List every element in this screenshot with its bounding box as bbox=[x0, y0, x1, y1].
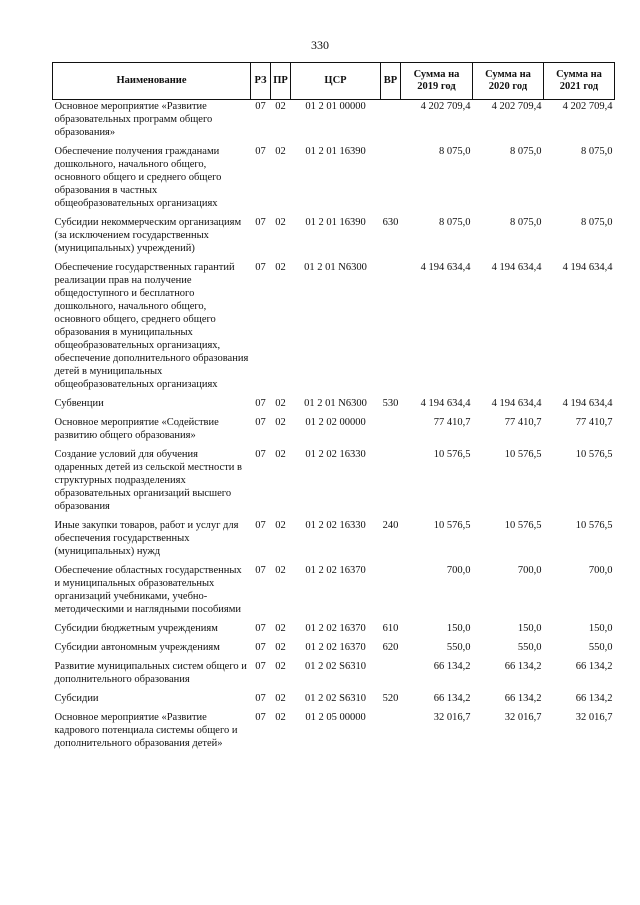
row-rz: 07 bbox=[255, 417, 266, 428]
row-pr: 02 bbox=[275, 417, 286, 428]
row-sum-2020: 4 194 634,4 bbox=[491, 398, 542, 409]
row-rz: 07 bbox=[255, 217, 266, 228]
row-sum-2021: 8 075,0 bbox=[581, 146, 613, 157]
table-header-row bbox=[53, 63, 615, 100]
row-csr: 01 2 02 S6310 bbox=[305, 693, 366, 704]
row-sum-2020: 700,0 bbox=[517, 565, 542, 576]
table-row bbox=[53, 641, 615, 660]
table-body bbox=[53, 100, 615, 757]
row-rz: 07 bbox=[255, 693, 266, 704]
row-sum-2020: 66 134,2 bbox=[504, 661, 542, 672]
row-name: Обеспечение государственных гарантий реализации прав на получение общедоступного и бесплатного дошкольного, начального общего, основного общего, среднего общего образования в муниципальных общеобразовательных организациях, обеспечение дополнительного образования детей в муниципальных общеобразовательных организациях bbox=[54, 262, 249, 390]
row-rz: 07 bbox=[255, 565, 266, 576]
row-sum-2020: 8 075,0 bbox=[510, 217, 542, 228]
table-row bbox=[53, 564, 615, 622]
table-row bbox=[53, 660, 615, 692]
row-name: Обеспечение получения гражданами дошкольного, начального общего, основного общего и среднего общего образования в частных общеобразовательных организациях bbox=[54, 146, 222, 209]
row-pr: 02 bbox=[275, 146, 286, 157]
row-csr: 01 2 05 00000 bbox=[305, 712, 366, 723]
row-vr: 630 bbox=[382, 217, 399, 228]
row-sum-2019: 550,0 bbox=[446, 642, 471, 653]
row-sum-2021: 150,0 bbox=[588, 623, 613, 634]
row-name: Основное мероприятие «Содействие развитию общего образования» bbox=[54, 417, 219, 441]
row-sum-2021: 8 075,0 bbox=[581, 217, 613, 228]
row-sum-2021: 700,0 bbox=[588, 565, 613, 576]
row-vr bbox=[381, 145, 401, 216]
table-row bbox=[53, 145, 615, 216]
row-vr bbox=[381, 564, 401, 622]
row-pr: 02 bbox=[275, 101, 286, 112]
row-sum-2021: 77 410,7 bbox=[575, 417, 613, 428]
row-csr: 01 2 01 00000 bbox=[305, 101, 366, 112]
row-sum-2019: 66 134,2 bbox=[433, 693, 471, 704]
row-rz: 07 bbox=[255, 262, 266, 273]
row-sum-2020: 10 576,5 bbox=[504, 449, 542, 460]
row-sum-2020: 4 194 634,4 bbox=[491, 262, 542, 273]
row-csr: 01 2 02 16370 bbox=[305, 565, 366, 576]
row-csr: 01 2 02 16370 bbox=[305, 642, 366, 653]
row-pr: 02 bbox=[275, 693, 286, 704]
row-sum-2019: 150,0 bbox=[446, 623, 471, 634]
row-sum-2021: 10 576,5 bbox=[575, 520, 613, 531]
row-name: Субвенции bbox=[54, 398, 104, 409]
table-row bbox=[53, 711, 615, 756]
row-rz: 07 bbox=[255, 520, 266, 531]
row-vr bbox=[381, 711, 401, 756]
row-sum-2021: 4 194 634,4 bbox=[562, 398, 613, 409]
row-sum-2021: 4 202 709,4 bbox=[562, 101, 613, 112]
row-vr bbox=[381, 448, 401, 519]
row-sum-2021: 10 576,5 bbox=[575, 449, 613, 460]
row-vr bbox=[381, 261, 401, 397]
row-pr: 02 bbox=[275, 520, 286, 531]
row-sum-2019: 4 194 634,4 bbox=[420, 262, 471, 273]
table-row bbox=[53, 100, 615, 146]
row-vr bbox=[381, 416, 401, 448]
row-sum-2020: 4 202 709,4 bbox=[491, 101, 542, 112]
row-sum-2019: 8 075,0 bbox=[439, 146, 471, 157]
row-vr bbox=[381, 660, 401, 692]
table-row bbox=[53, 622, 615, 641]
table-row bbox=[53, 416, 615, 448]
row-csr: 01 2 02 00000 bbox=[305, 417, 366, 428]
row-vr: 530 bbox=[382, 398, 399, 409]
row-rz: 07 bbox=[255, 623, 266, 634]
row-name: Основное мероприятие «Развитие образовательных программ общего образования» bbox=[54, 101, 213, 138]
budget-table bbox=[52, 62, 615, 756]
row-sum-2021: 32 016,7 bbox=[575, 712, 613, 723]
row-name: Субсидии bbox=[54, 693, 99, 704]
header-rz: РЗ bbox=[251, 63, 271, 100]
row-sum-2021: 4 194 634,4 bbox=[562, 262, 613, 273]
row-sum-2019: 32 016,7 bbox=[433, 712, 471, 723]
table-row bbox=[53, 216, 615, 261]
row-rz: 07 bbox=[255, 712, 266, 723]
row-sum-2019: 4 194 634,4 bbox=[420, 398, 471, 409]
row-name: Субсидии бюджетным учреждениям bbox=[54, 623, 218, 634]
row-sum-2021: 66 134,2 bbox=[575, 693, 613, 704]
row-rz: 07 bbox=[255, 642, 266, 653]
table-row bbox=[53, 397, 615, 416]
row-rz: 07 bbox=[255, 661, 266, 672]
row-pr: 02 bbox=[275, 623, 286, 634]
header-name: Наименование bbox=[53, 63, 251, 100]
row-name: Обеспечение областных государственных и муниципальных образовательных организаций учебниками, учебно-методическими и наглядными пособиями bbox=[54, 565, 242, 615]
header-sum-2020: Сумма на 2020 год bbox=[473, 63, 544, 100]
header-csr: ЦСР bbox=[291, 63, 381, 100]
row-sum-2019: 8 075,0 bbox=[439, 217, 471, 228]
row-name: Субсидии некоммерческим организациям (за исключением государственных (муниципальных) учреждений) bbox=[54, 217, 242, 254]
header-sum-2021: Сумма на 2021 год bbox=[544, 63, 615, 100]
row-csr: 01 2 02 S6310 bbox=[305, 661, 366, 672]
row-sum-2019: 700,0 bbox=[446, 565, 471, 576]
row-pr: 02 bbox=[275, 642, 286, 653]
row-sum-2020: 550,0 bbox=[517, 642, 542, 653]
row-pr: 02 bbox=[275, 449, 286, 460]
row-vr: 520 bbox=[382, 693, 399, 704]
row-vr: 620 bbox=[382, 642, 399, 653]
table-row bbox=[53, 519, 615, 564]
row-pr: 02 bbox=[275, 398, 286, 409]
table-row bbox=[53, 692, 615, 711]
row-sum-2020: 66 134,2 bbox=[504, 693, 542, 704]
row-rz: 07 bbox=[255, 146, 266, 157]
row-sum-2020: 32 016,7 bbox=[504, 712, 542, 723]
row-sum-2019: 10 576,5 bbox=[433, 520, 471, 531]
row-rz: 07 bbox=[255, 398, 266, 409]
header-vr: ВР bbox=[381, 63, 401, 100]
row-csr: 01 2 01 16390 bbox=[305, 217, 366, 228]
row-name: Основное мероприятие «Развитие кадрового потенциала системы общего и дополнительного образования детей» bbox=[54, 712, 238, 749]
row-name: Создание условий для обучения одаренных детей из сельской местности в структурных подразделениях образовательных организаций высшего образования bbox=[54, 449, 243, 512]
row-rz: 07 bbox=[255, 449, 266, 460]
row-name: Иные закупки товаров, работ и услуг для обеспечения государственных (муниципальных) нужд bbox=[54, 520, 239, 557]
row-sum-2020: 8 075,0 bbox=[510, 146, 542, 157]
row-sum-2020: 10 576,5 bbox=[504, 520, 542, 531]
row-csr: 01 2 01 16390 bbox=[305, 146, 366, 157]
row-csr: 01 2 01 N6300 bbox=[304, 262, 367, 273]
row-csr: 01 2 02 16330 bbox=[305, 449, 366, 460]
row-name: Развитие муниципальных систем общего и дополнительного образования bbox=[54, 661, 247, 685]
row-pr: 02 bbox=[275, 217, 286, 228]
row-vr: 610 bbox=[382, 623, 399, 634]
row-sum-2020: 77 410,7 bbox=[504, 417, 542, 428]
row-csr: 01 2 02 16330 bbox=[305, 520, 366, 531]
row-csr: 01 2 01 N6300 bbox=[304, 398, 367, 409]
row-csr: 01 2 02 16370 bbox=[305, 623, 366, 634]
row-sum-2019: 10 576,5 bbox=[433, 449, 471, 460]
row-pr: 02 bbox=[275, 565, 286, 576]
page-number: 330 bbox=[311, 38, 329, 52]
row-rz: 07 bbox=[255, 101, 266, 112]
row-sum-2020: 150,0 bbox=[517, 623, 542, 634]
row-pr: 02 bbox=[275, 262, 286, 273]
header-pr: ПР bbox=[271, 63, 291, 100]
row-sum-2019: 4 202 709,4 bbox=[420, 101, 471, 112]
table-row bbox=[53, 448, 615, 519]
row-sum-2019: 66 134,2 bbox=[433, 661, 471, 672]
row-vr: 240 bbox=[382, 520, 399, 531]
row-sum-2021: 550,0 bbox=[588, 642, 613, 653]
row-sum-2019: 77 410,7 bbox=[433, 417, 471, 428]
row-name: Субсидии автономным учреждениям bbox=[54, 642, 220, 653]
row-pr: 02 bbox=[275, 712, 286, 723]
header-sum-2019: Сумма на 2019 год bbox=[401, 63, 473, 100]
table-row bbox=[53, 261, 615, 397]
row-vr bbox=[381, 100, 401, 146]
row-pr: 02 bbox=[275, 661, 286, 672]
row-sum-2021: 66 134,2 bbox=[575, 661, 613, 672]
